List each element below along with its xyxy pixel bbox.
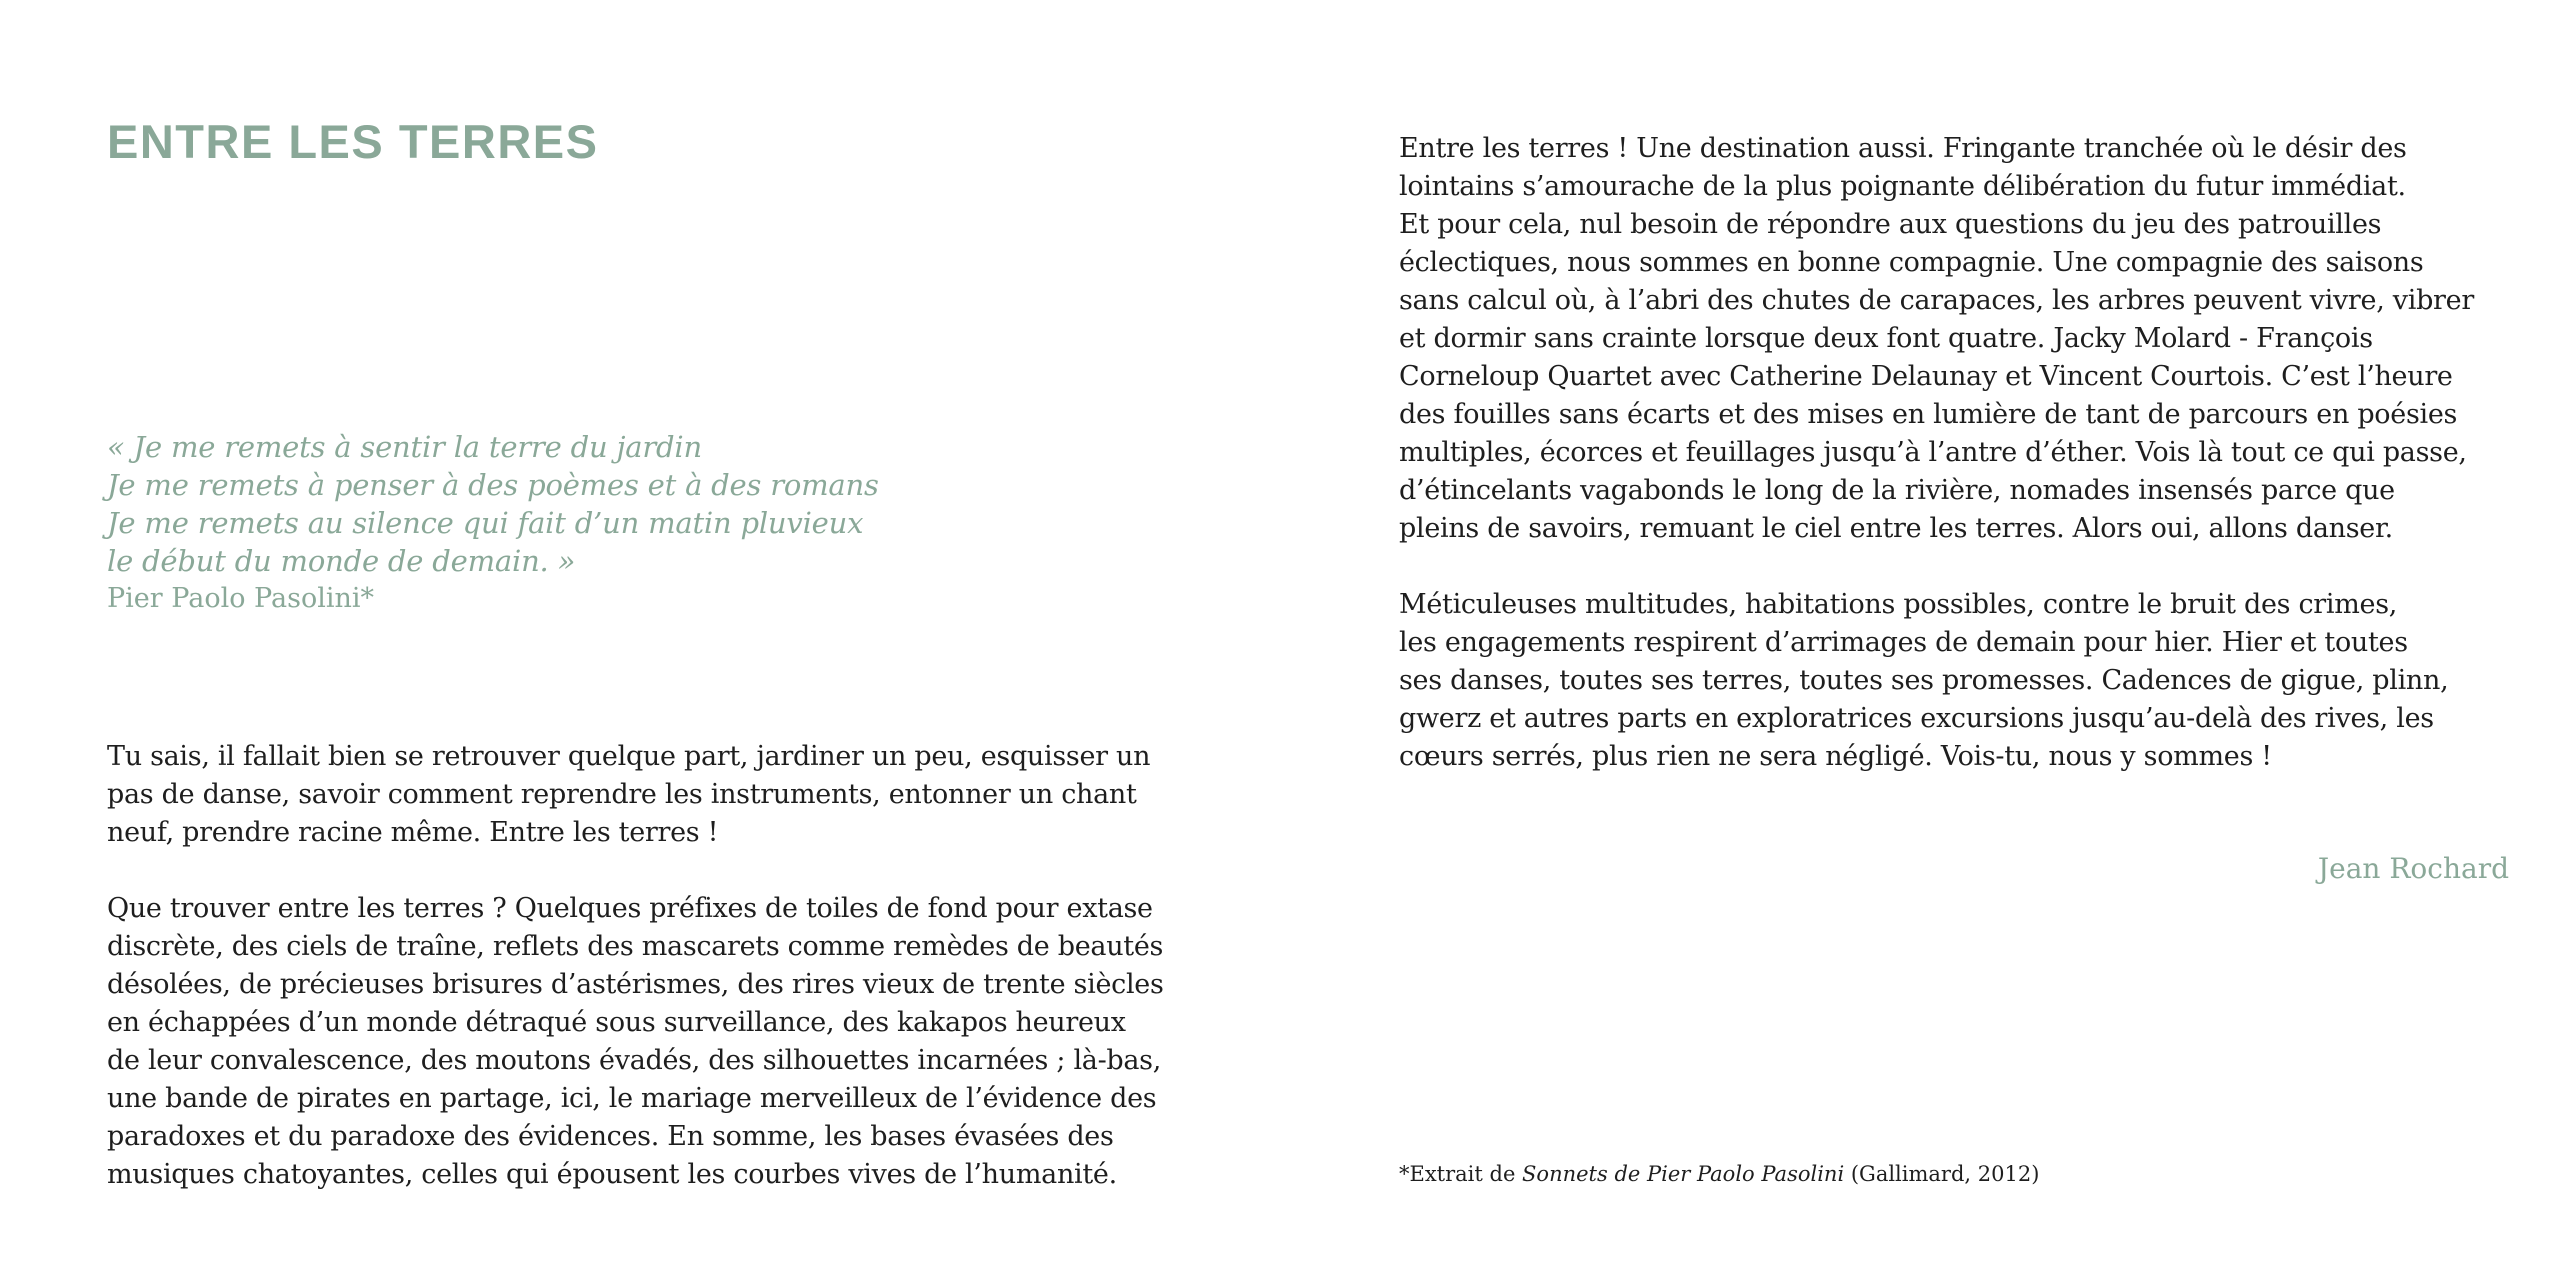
- quote-line: Je me remets au silence qui fait d’un matin pluvieux: [107, 506, 864, 540]
- text-line: neuf, prendre racine même. Entre les terres !: [107, 817, 719, 848]
- text-line: sans calcul où, à l’abri des chutes de carapaces, les arbres peuvent vivre, vibrer: [1399, 285, 2474, 316]
- author-signature: Jean Rochard: [2317, 852, 2509, 885]
- text-line: en échappées d’un monde détraqué sous surveillance, des kakapos heureux: [107, 1007, 1126, 1038]
- text-line: paradoxes et du paradoxe des évidences. En somme, les bases évasées des: [107, 1121, 1114, 1152]
- page-title: ENTRE LES TERRES: [107, 115, 599, 168]
- left-paragraph-1: [107, 738, 1150, 852]
- text-line: pleins de savoirs, remuant le ciel entre les terres. Alors oui, allons danser.: [1399, 513, 2393, 544]
- text-line: de leur convalescence, des moutons évadés, des silhouettes incarnées ; là-bas,: [107, 1045, 1162, 1076]
- text-line: musiques chatoyantes, celles qui épousent les courbes vives de l’humanité.: [107, 1159, 1117, 1190]
- right-page: [1280, 0, 2560, 1280]
- text-line: cœurs serrés, plus rien ne sera négligé. Vois-tu, nous y sommes !: [1399, 741, 2272, 772]
- text-line: Et pour cela, nul besoin de répondre aux questions du jeu des patrouilles: [1399, 209, 2382, 240]
- text-line: les engagements respirent d’arrimages de demain pour hier. Hier et toutes: [1399, 627, 2408, 658]
- text-line: et dormir sans crainte lorsque deux font quatre. Jacky Molard - François: [1399, 323, 2373, 354]
- text-line: multiples, écorces et feuillages jusqu’à l’antre d’éther. Vois là tout ce qui passe,: [1399, 437, 2467, 468]
- text-line: éclectiques, nous sommes en bonne compagnie. Une compagnie des saisons: [1399, 247, 2424, 278]
- text-line: discrète, des ciels de traîne, reflets des mascarets comme remèdes de beautés: [107, 931, 1164, 962]
- text-line: une bande de pirates en partage, ici, le mariage merveilleux de l’évidence des: [107, 1083, 1157, 1114]
- text-line: Tu sais, il fallait bien se retrouver quelque part, jardiner un peu, esquisser un: [107, 741, 1151, 772]
- quote-author: Pier Paolo Pasolini*: [107, 583, 375, 614]
- footnote: [1399, 1160, 2039, 1188]
- text-line: désolées, de précieuses brisures d’astérismes, des rires vieux de trente siècles: [107, 969, 1164, 1000]
- text-line: gwerz et autres parts en exploratrices excursions jusqu’au-delà des rives, les: [1399, 703, 2434, 734]
- text-line: des fouilles sans écarts et des mises en lumière de tant de parcours en poésies: [1399, 399, 2458, 430]
- quote-line: le début du monde de demain. »: [107, 544, 576, 578]
- footnote-suffix: (Gallimard, 2012): [1844, 1162, 2040, 1186]
- left-paragraph-2: [107, 890, 1164, 1194]
- quote-line: Je me remets à penser à des poèmes et à des romans: [107, 468, 879, 502]
- text-line: d’étincelants vagabonds le long de la rivière, nomades insensés parce que: [1399, 475, 2395, 506]
- quote-line: « Je me remets à sentir la terre du jardin: [107, 430, 702, 464]
- text-line: pas de danse, savoir comment reprendre les instruments, entonner un chant: [107, 779, 1137, 810]
- right-paragraph-1: [1399, 130, 2474, 548]
- text-line: Que trouver entre les terres ? Quelques préfixes de toiles de fond pour extase: [107, 893, 1153, 924]
- text-line: lointains s’amourache de la plus poignante délibération du futur immédiat.: [1399, 171, 2406, 202]
- epigraph-quote: [107, 428, 1107, 618]
- footnote-prefix: *Extrait de: [1399, 1162, 1523, 1186]
- footnote-work-title: Sonnets de Pier Paolo Pasolini: [1522, 1162, 1845, 1186]
- text-line: ses danses, toutes ses terres, toutes ses promesses. Cadences de gigue, plinn,: [1399, 665, 2449, 696]
- text-line: Méticuleuses multitudes, habitations possibles, contre le bruit des crimes,: [1399, 589, 2398, 620]
- text-line: Corneloup Quartet avec Catherine Delaunay et Vincent Courtois. C’est l’heure: [1399, 361, 2453, 392]
- text-line: Entre les terres ! Une destination aussi. Fringante tranchée où le désir des: [1399, 133, 2407, 164]
- right-paragraph-2: [1399, 586, 2448, 776]
